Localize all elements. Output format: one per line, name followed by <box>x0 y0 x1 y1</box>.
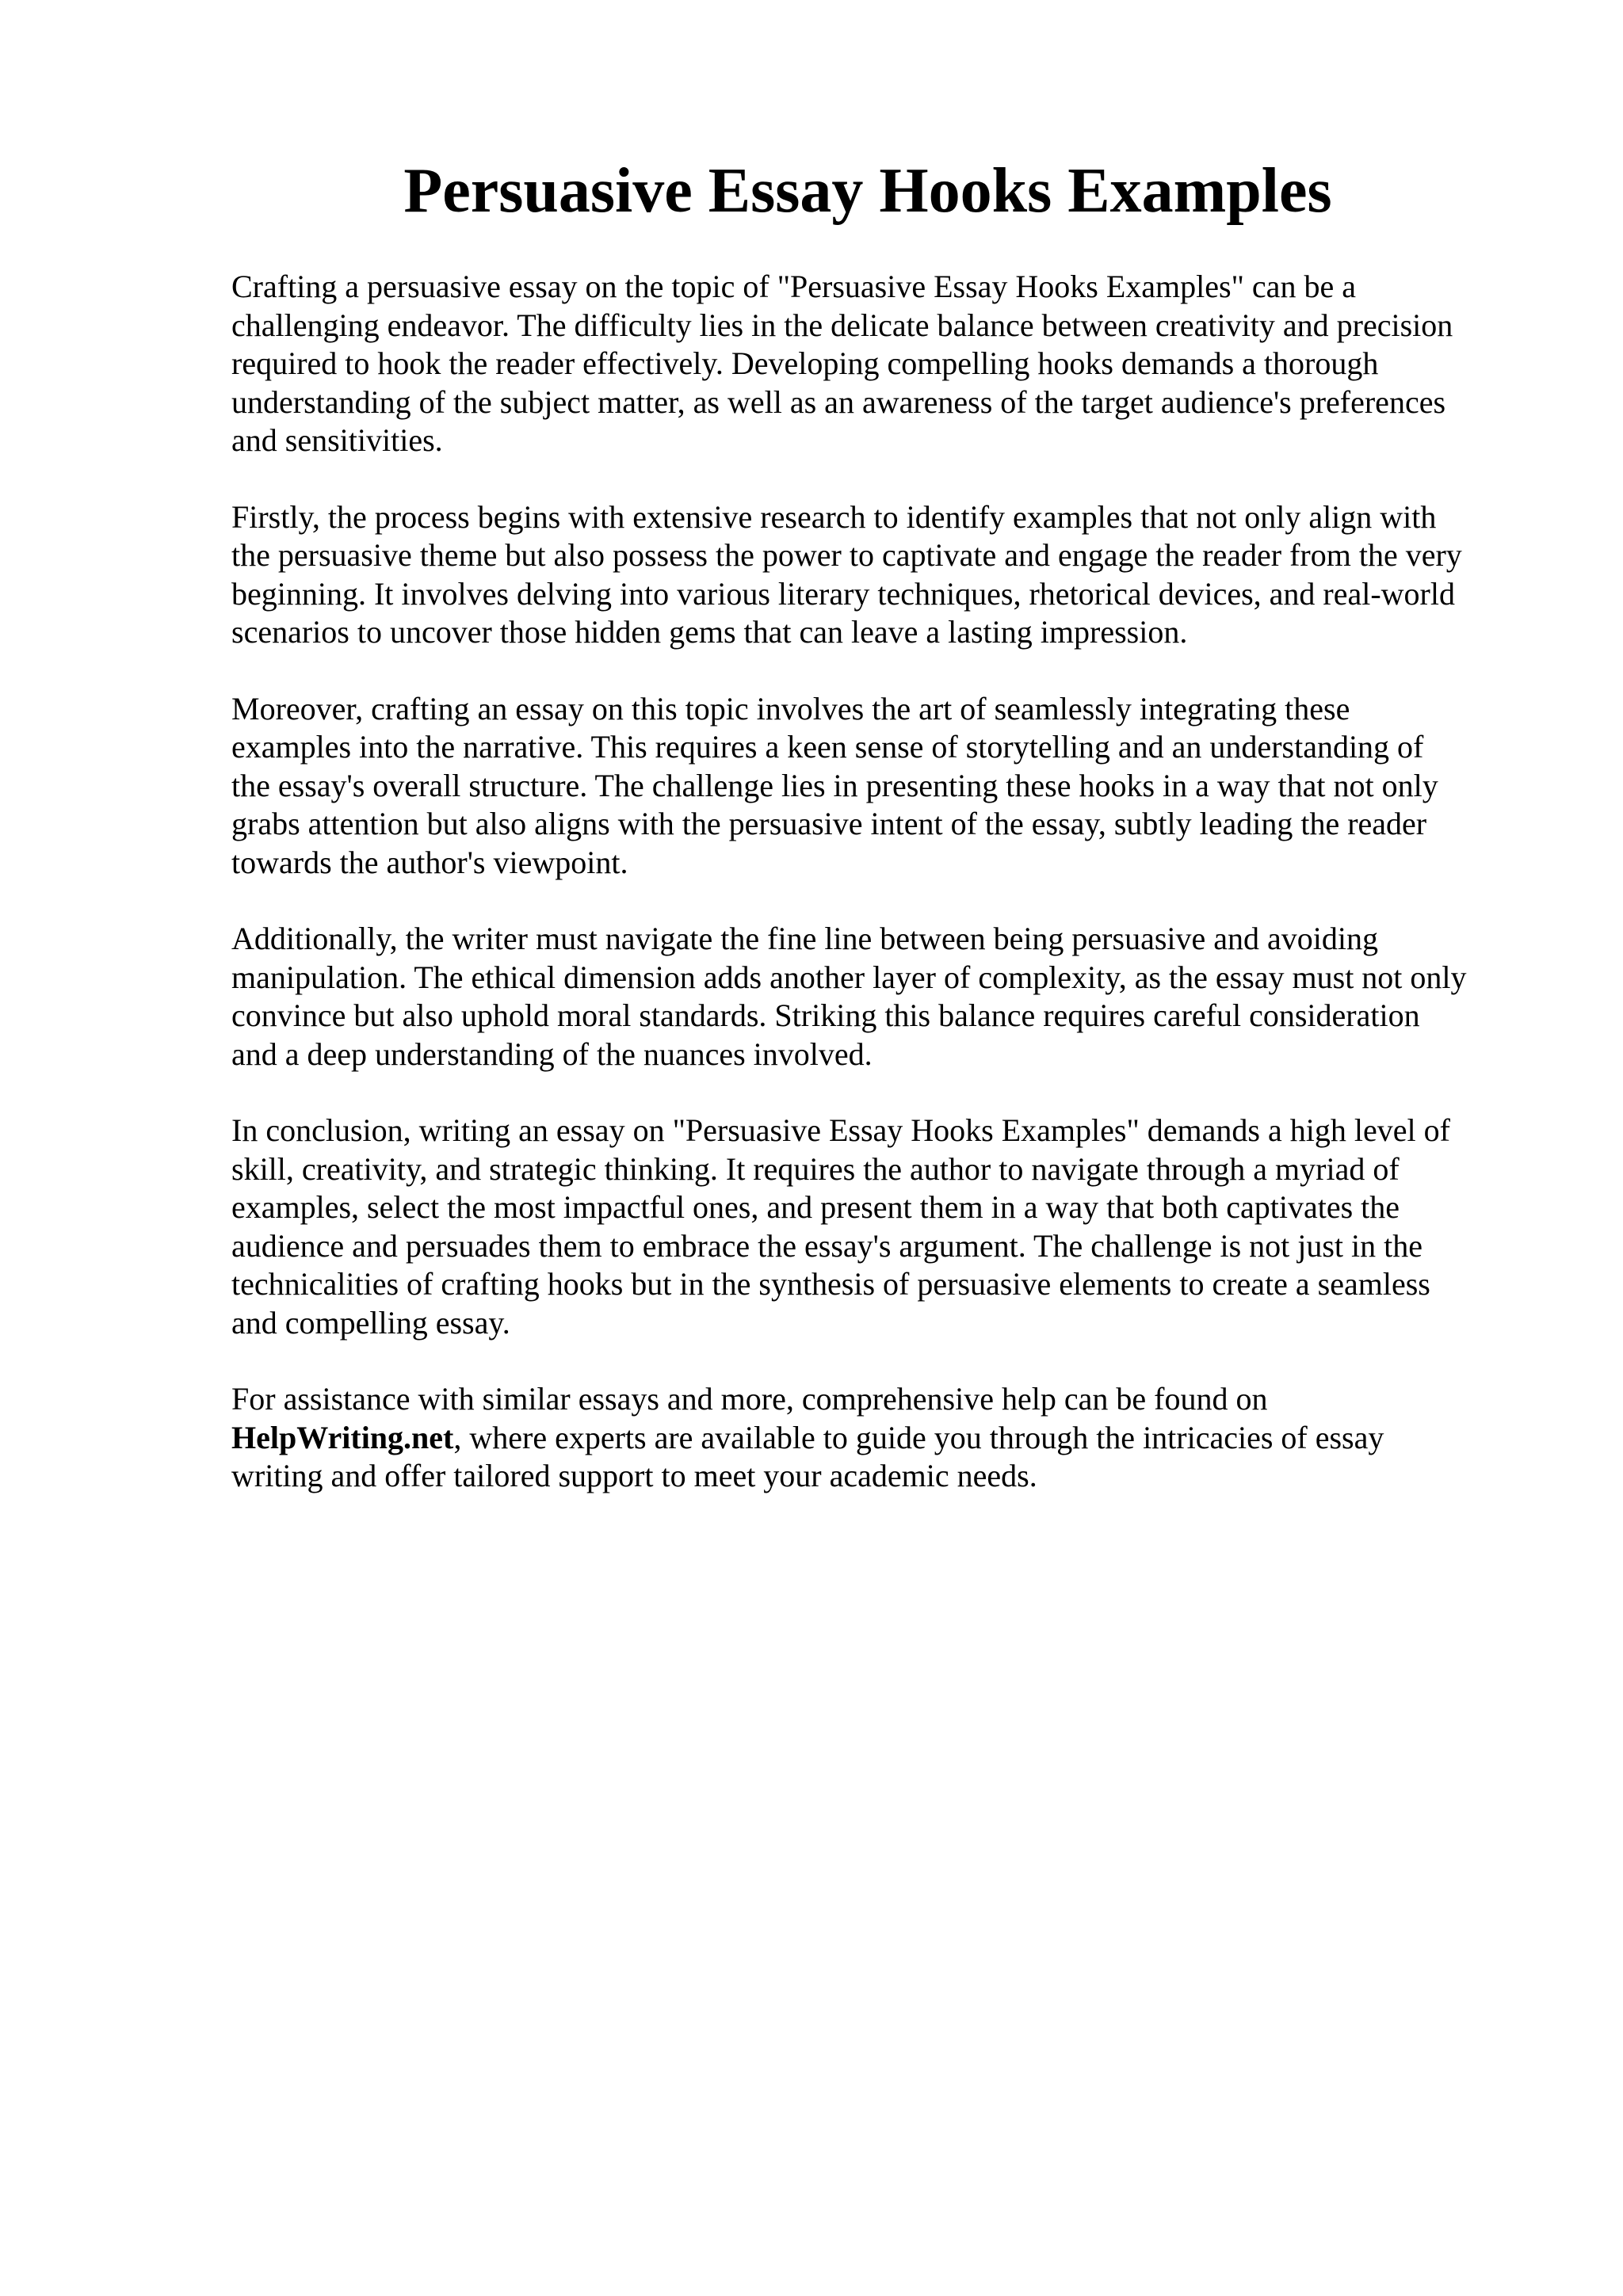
paragraph-conclusion <box>231 1112 1531 1342</box>
page-title: Persuasive Essay Hooks Examples <box>403 156 1332 226</box>
text-line: technicalities of crafting hooks but in the synthesis of persuasive elements to create a seamless <box>231 1266 1430 1302</box>
paragraph-moreover <box>231 690 1531 883</box>
text-line: examples, select the most impactful ones, and present them in a way that both captivates the <box>231 1189 1400 1225</box>
text-line: scenarios to uncover those hidden gems that can leave a lasting impression. <box>231 614 1188 650</box>
text-line: In conclusion, writing an essay on "Persuasive Essay Hooks Examples" demands a high level of <box>231 1112 1450 1148</box>
text-line: the essay's overall structure. The challenge lies in presenting these hooks in a way that not only <box>231 767 1438 803</box>
text-line: audience and persuades them to embrace the essay's argument. The challenge is not just in the <box>231 1227 1423 1264</box>
text-line: the persuasive theme but also possess the power to captivate and engage the reader from the very <box>231 537 1462 573</box>
text-line: manipulation. The ethical dimension adds another layer of complexity, as the essay must not only <box>231 959 1467 995</box>
text-line: Crafting a persuasive essay on the topic of "Persuasive Essay Hooks Examples" can be a <box>231 269 1356 304</box>
closing-line2-text: , where experts are available to guide you through the intricacies of essay <box>453 1419 1384 1455</box>
paragraph-intro <box>231 268 1531 460</box>
text-line: and a deep understanding of the nuances involved. <box>231 1035 873 1072</box>
text-line: For assistance with similar essays and more, comprehensive help can be found on <box>231 1381 1268 1417</box>
text-line: and sensitivities. <box>231 422 443 458</box>
paragraph-firstly <box>231 498 1531 652</box>
essay-body <box>231 268 1531 1534</box>
text-line: convince but also uphold moral standards. Striking this balance requires careful consideration <box>231 997 1420 1033</box>
text-line: grabs attention but also aligns with the persuasive intent of the essay, subtly leading the reader <box>231 806 1427 841</box>
text-line: and compelling essay. <box>231 1304 510 1341</box>
text-line: challenging endeavor. The difficulty lies in the delicate balance between creativity and precision <box>231 307 1453 343</box>
text-line: understanding of the subject matter, as well as an awareness of the target audience's preferences <box>231 383 1446 420</box>
text-line: beginning. It involves delving into various literary techniques, rhetorical devices, and real-world <box>231 575 1455 612</box>
text-line: Additionally, the writer must navigate the fine line between being persuasive and avoiding <box>231 921 1378 956</box>
text-line: Moreover, crafting an essay on this topic involves the art of seamlessly integrating these <box>231 690 1350 727</box>
text-line: Firstly, the process begins with extensive research to identify examples that not only align with <box>231 498 1437 535</box>
text-line: required to hook the reader effectively. Developing compelling hooks demands a thorough <box>231 345 1379 381</box>
paragraph-closing <box>231 1380 1531 1496</box>
paragraph-additionally <box>231 920 1531 1074</box>
text-line: skill, creativity, and strategic thinking. It requires the author to navigate through a myriad of <box>231 1150 1400 1187</box>
text-line: towards the author's viewpoint. <box>231 844 628 880</box>
text-line <box>231 1419 1531 1458</box>
text-line: writing and offer tailored support to meet your academic needs. <box>231 1458 1037 1493</box>
site-name: HelpWriting.net <box>231 1419 454 1455</box>
text-line: examples into the narrative. This requires a keen sense of storytelling and an understanding of <box>231 729 1424 765</box>
